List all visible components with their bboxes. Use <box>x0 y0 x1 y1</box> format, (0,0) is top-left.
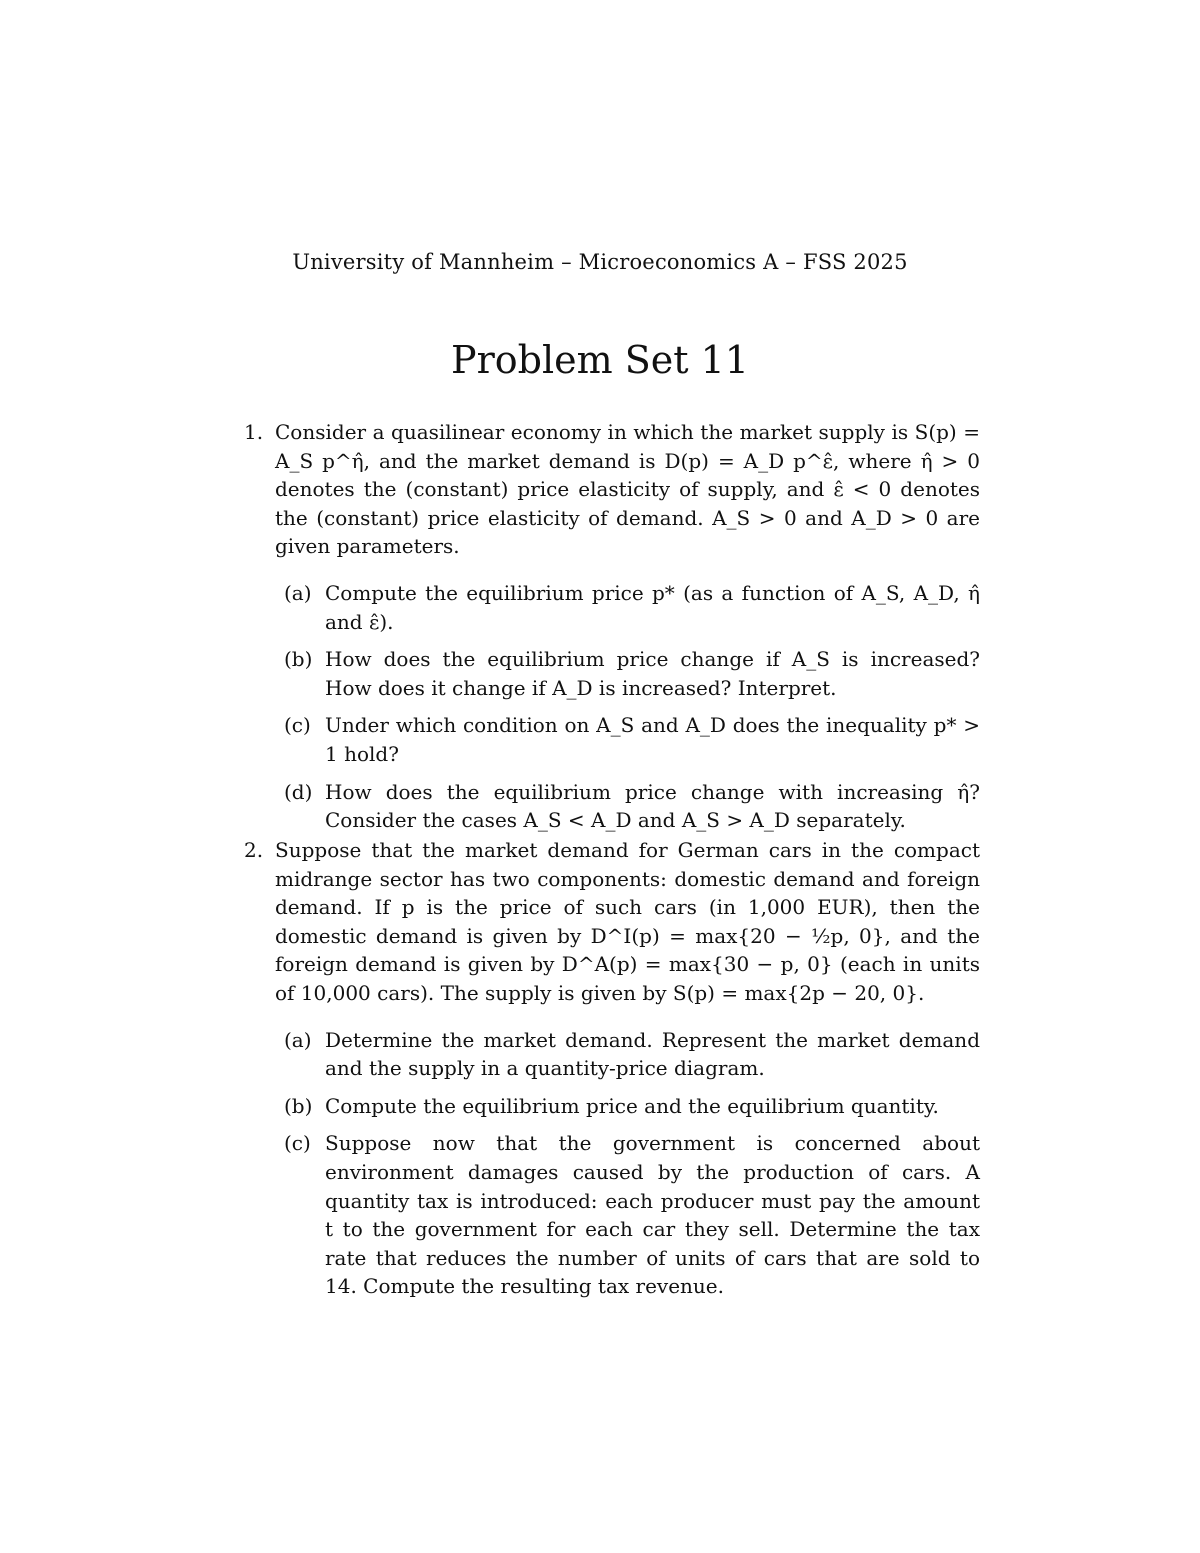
problem-part <box>284 645 980 702</box>
part-text: Compute the equilibrium price p* (as a function of A_S, A_D, η̂ and ε̂). <box>325 580 980 634</box>
part-text: Suppose now that the government is concerned about environment damages caused by the production of cars. A quantity tax is introduced: each producer must pay the amount t to the government for each car they sell. Determine the tax rate that reduces the number of units of cars that are sold to 14. Compute the resulting tax revenue. <box>325 1131 980 1299</box>
part-text: How does the equilibrium price change if A_S is increased? How does it change if A_D is increased? Interpret. <box>325 647 980 700</box>
part-label: (a) <box>284 580 312 605</box>
part-label: (c) <box>284 713 311 738</box>
problem-2 <box>244 836 980 1301</box>
part-text: Determine the market demand. Represent the market demand and the supply in a quantity-price diagram. <box>325 1027 980 1081</box>
page-title: Problem Set 11 <box>451 338 749 382</box>
part-text: Under which condition on A_S and A_D does the inequality p* > 1 hold? <box>325 713 980 766</box>
course-header: University of Mannheim – Microeconomics A – FSS 2025 <box>292 250 908 274</box>
problem-text: Suppose that the market demand for German cars in the compact midrange sector has two components: domestic demand and foreign demand. If p is the price of such cars (in 1,000 EUR), then the domestic demand is given by D^I(p) = max{20 − ½p, 0}, and the foreign demand is given by D^A(p) = max{30 − p, 0} (each in units of 10,000 cars). The supply is given by S(p) = max{2p − 20, 0}. <box>275 838 980 1005</box>
part-text: How does the equilibrium price change with increasing η̂? Consider the cases A_S < A_D and A_S > A_D separately. <box>325 779 980 833</box>
problem-part <box>284 1026 980 1083</box>
problem-parts <box>244 1026 980 1301</box>
problem-parts <box>244 579 980 835</box>
problem-1 <box>244 418 980 835</box>
part-label: (b) <box>284 1093 313 1118</box>
part-label: (b) <box>284 647 313 672</box>
problem-part <box>284 579 980 636</box>
problem-number: 2. <box>244 838 264 862</box>
problem-part <box>284 1129 980 1301</box>
part-label: (a) <box>284 1027 312 1052</box>
part-label: (c) <box>284 1131 311 1156</box>
problem-part <box>284 711 980 768</box>
problem-number: 1. <box>244 420 264 444</box>
problem-text: Consider a quasilinear economy in which the market supply is S(p) = A_S p^η̂, and the market demand is D(p) = A_D p^ε̂, where η̂ > 0 denotes the (constant) price elasticity of supply, and ε̂ < 0 denotes the (constant) price elasticity of demand. A_S > 0 and A_D > 0 are given parameters. <box>275 420 980 559</box>
problem-part <box>284 778 980 835</box>
part-text: Compute the equilibrium price and the equilibrium quantity. <box>325 1093 939 1118</box>
part-label: (d) <box>284 779 313 804</box>
problem-part <box>284 1092 980 1121</box>
